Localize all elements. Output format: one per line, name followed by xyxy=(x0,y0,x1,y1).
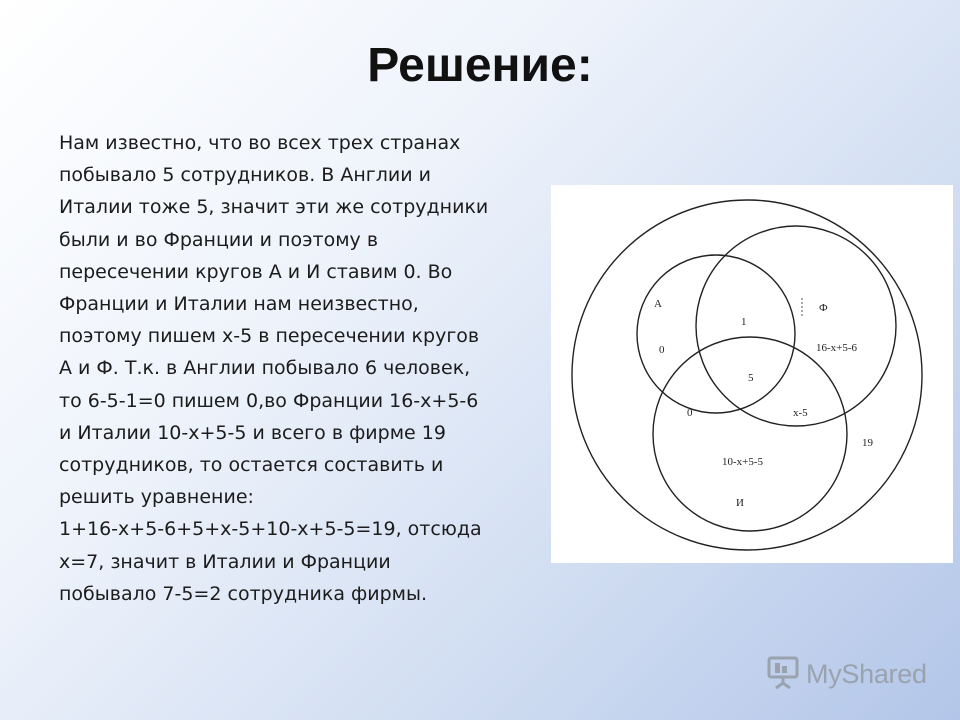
region-total: 19 xyxy=(862,437,873,449)
solution-line: поэтому пишем х-5 в пересечении кругов xyxy=(59,325,480,348)
watermark-text: MyShared xyxy=(806,658,927,689)
label-circle-f: Ф xyxy=(819,302,828,314)
solution-line: то 6-5-1=0 пишем 0,во Франции 16-х+5-6 xyxy=(59,389,479,412)
region-f-only: 16-x+5-6 xyxy=(816,342,858,354)
solution-line: Франции и Италии нам неизвестно, xyxy=(59,293,419,316)
solution-line: 1+16-х+5-6+5+х-5+10-х+5-5=19, отсюда xyxy=(59,518,482,541)
venn-diagram-panel xyxy=(551,185,953,563)
solution-line: побывало 7-5=2 сотрудника фирмы. xyxy=(59,582,428,605)
region-a-f: 1 xyxy=(741,316,747,328)
solution-line: Нам известно, что во всех трех странах xyxy=(59,132,461,154)
slide-title: Решение: xyxy=(367,39,593,92)
solution-line: х=7, значит в Италии и Франции xyxy=(59,550,391,573)
outer-circle-total xyxy=(572,200,922,550)
watermark-logo xyxy=(766,654,927,694)
solution-text xyxy=(59,127,539,610)
label-circle-a: А xyxy=(654,298,662,310)
venn-diagram xyxy=(551,185,953,563)
region-f-i: x-5 xyxy=(793,407,808,419)
solution-line: побывало 5 сотрудников. В Англии и xyxy=(59,164,431,187)
region-i-only: 10-x+5-5 xyxy=(722,456,764,468)
solution-line: пересечении кругов А и И ставим 0. Во xyxy=(59,260,453,283)
label-circle-i: И xyxy=(736,497,744,509)
region-a-i: 0 xyxy=(687,407,693,419)
presentation-board-icon xyxy=(766,654,800,695)
solution-line: и Италии 10-х+5-5 и всего в фирме 19 xyxy=(59,421,446,444)
solution-line: решить уравнение: xyxy=(59,486,254,509)
solution-line: сотрудников, то остается составить и xyxy=(59,454,444,477)
solution-line: Италии тоже 5, значит эти же сотрудники xyxy=(59,196,489,219)
circle-i xyxy=(653,337,847,531)
region-a-only: 0 xyxy=(659,344,665,356)
solution-line: А и Ф. Т.к. в Англии побывало 6 человек, xyxy=(59,357,471,380)
region-center: 5 xyxy=(748,372,754,384)
circle-a xyxy=(637,255,795,413)
solution-line: были и во Франции и поэтому в xyxy=(59,228,379,251)
